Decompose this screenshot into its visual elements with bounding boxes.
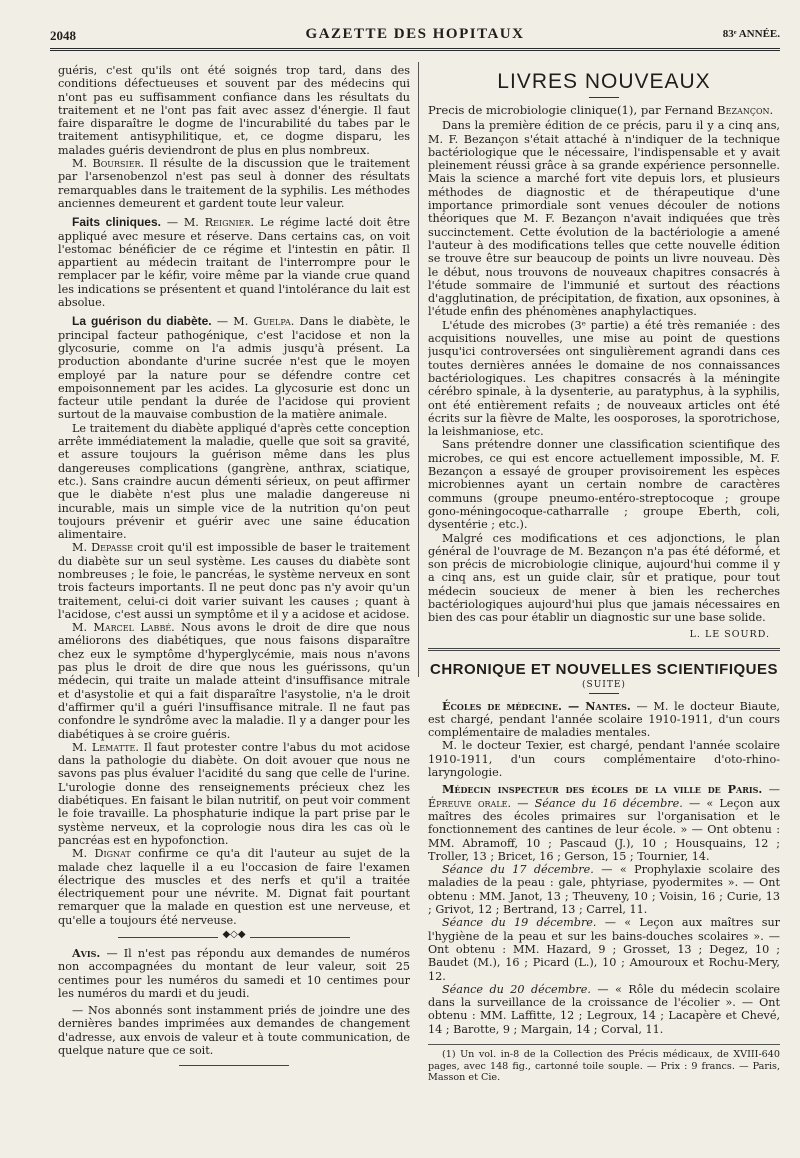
right-column (428, 64, 780, 1158)
speaker-name: M. Dignat (72, 847, 131, 861)
page-number: 2048 (50, 28, 76, 43)
paragraph-text: — « Rôle du médecin scolaire dans la surveillance de la croissance de l'écolier ». — Ont obtenu : MM. Laffitte, 12 ; Legroux, 14 ; Lacapère et Chevé, 14 ; Barotte, 9 ; Margain, 14 ; Corval, 11. (428, 982, 780, 1036)
paragraph-text: Dans le diabète, le principal facteur pathogénique, c'est l'acidose et non la glycosurie, comme on l'a admis jusqu'à présent. La production abondante d'urine sucrée n'est que le moyen employé par la nature pour se défendre contre cet empoisonnement par les acides. La glycosurie est donc un facteur utile pendant la durée de l'acidose qui provient surtout de la mauvaise combustion de la matière animale. (58, 315, 410, 422)
paragraph-text: confirme ce qu'a dit l'auteur au sujet de la malade chez laquelle il a eu l'occasion de faire l'examen électrique des muscles et des nerfs et qu'il a traitée électriquement pour une névrite. M. Dignat fait pourtant remarquer que la malade en question est une nerveuse, et qu'elle a toujours été nerveuse. (58, 847, 410, 927)
paragraph-text: Nous avons le droit de dire que nous améliorons des diabétiques, que nous faisons disparaître chez eux le symptôme d'hyperglycémie, mais nous n'avons pas plus le droit de dire que nous les guérissons, qu'un médecin, qui traite un malade atteint d'insuffisance mitrale et d'asystolie et qui a fait disparaître l'asystolie, n'a le droit d'affirmer qu'il a guéri l'insuffisance mitrale. Il ne faut pas confondre le syndrôme avec la maladie. Il y a danger pour les diabétiques à se croire guéris. (58, 621, 410, 741)
page-header (50, 24, 780, 46)
paragraph (58, 541, 410, 621)
speaker-name: M. Boursier. (72, 157, 145, 171)
paragraph (428, 983, 780, 1036)
paragraph (58, 847, 410, 927)
end-rule (179, 1065, 289, 1066)
paragraph (58, 315, 410, 421)
speaker-name: M. Marcel Labbé. (72, 621, 175, 635)
paragraph-text: Il résulte de la discussion que le traitement par l'arsenobenzol n'est pas seul à donner des résultats remarquables dans le traitement de la syphilis. Les méthodes anciennes demeurent et gardent toute leur valeur. (58, 157, 410, 210)
paragraph (428, 916, 780, 982)
book-reference (428, 104, 780, 117)
paragraph (58, 216, 410, 309)
dash: — M. (211, 315, 254, 329)
paragraph-text: — « Leçon aux maîtres des écoles primaires sur l'organisation et le fonctionnement des cantines de leur école. » — Ont obtenu : MM. Abramoff, 10 ; Pascaud (J.), 10 ; Housquains, 12 ; Troller, 13 ; Bricet, 16 ; Gerson, 15 ; Tournier, 14. (428, 796, 780, 863)
paragraph-text: — « Leçon aux maîtres sur l'hygiène de la peau et sur les bains-douches scolaires ». — Ont obtenu : MM. Hazard, 9 ; Grosset, 13 ; Degez, 10 ; Baudet (M.), 16 ; Picard (L.), 10 ; Amouroux et Rochu-Mery, 12. (428, 916, 780, 983)
news-label: Médecin inspecteur des écoles de la ville de Paris. (442, 782, 763, 797)
paragraph: L'étude des microbes (3ᵉ partie) a été très remaniée : des acquisitions nouvelles, une mise au point de questions jusqu'ici controversées ont singulièrement agrandi dans ces toutes dernières années le domaine de nos connaissances bactériologiques. Les chapitres consacrés à la méningite cérébro spinale, à la dysenterie, au paratyphus, à la syphilis, ont été entièrement refaits ; de nouveaux articles ont été écrits sur la fièvre de Malte, les oosporoses, la sporotrichose, la leishmaniose, etc. (428, 318, 780, 439)
paragraph (428, 783, 780, 863)
section-heading: Faits cliniques. (72, 215, 161, 230)
paragraph-text: croit qu'il est impossible de baser le traitement du diabète sur un seul système. Les causes du diabète sont nombreuses ; le foie, le pancréas, le système nerveux en sont trois facteurs importants. Il ne peut donc pas n'y avoir qu'un traitement, celui-ci doit varier suivant les causes ; quant à l'acidose, c'est aussi un symptôme et il y a acidose et acidose. (58, 541, 410, 621)
speaker-name: Reignier. (204, 216, 255, 230)
notice-paragraph (58, 947, 410, 1000)
paragraph-text: Le régime lacté doit être appliqué avec mesure et réserve. Dans certains cas, on voit l'estomac bénéficier de ce régime et l'intestin en pâtir. Il appartient au médecin traitant de l'interrompre pour le remplacer par le kéfir, voire même par la viande crue quand les indications se présentent et quand l'intolérance du lait est absolue. (58, 216, 410, 310)
journal-title: GAZETTE DES HOPITAUX (305, 26, 525, 42)
dash: — (511, 796, 535, 810)
speaker-name: M. Lematte. (72, 740, 139, 754)
review-signature: L. LE SOURD. (689, 628, 770, 640)
news-label: Écoles de médecine. — Nantes. (442, 698, 631, 713)
footnote (428, 1044, 780, 1084)
session-date: Séance du 16 décembre. (534, 796, 683, 810)
year-label: 83ᵉ ANNÉE. (722, 28, 780, 40)
paragraph (58, 157, 410, 210)
paragraph-text: Il faut protester contre l'abus du mot acidose dans la pathologie du diabète. On doit avouer que nous ne savons pas plus évaluer l'acidité du sang que celle de l'urine. L'urologie donne des renseignements précieux chez les diabétiques. En faisant le bilan nutritif, on peut voir comment le foie travaille. La phosphaturie indique la part prise par le système nerveux, et la coprologie nous dira les cas où le pancréas est en hypofonction. (58, 740, 410, 847)
paragraph: Dans la première édition de ce précis, paru il y a cinq ans, M. F. Bezançon s'était attaché à n'indiquer de la technique bactériologique que le nécessaire, l'indispensable et y avait pleinement réussi grâce à sa grande expérience personnelle. Mais la science a marché fort vite depuis lors, et plusieurs méthodes de diagnostic et de thérapeutique d'une importance primordiale sont venues découler de notions théoriques que M. F. Bezançon n'avait indiquées que très succinctement. Cette évolution de la bactériologie a amené l'auteur à des modifications telles que cette nouvelle édition se trouve être sur beaucoup de points un livre nouveau. Dès le début, nous trouvons de nouveaux chapitres consacrés à l'étude sommaire de l'immunié et surtout des réactions d'agglutination, de précipitation, de fixation, aux opsonines, à l'étude enfin des phénomènes anaphylactiques. (428, 119, 780, 319)
session-date: Séance du 20 décembre. (442, 982, 591, 996)
paragraph (428, 700, 780, 740)
book-author: Bezançon. (717, 103, 774, 117)
exam-label: Épreuve orale. (428, 796, 512, 810)
section-heading: La guérison du diabète. (72, 314, 212, 329)
ornament-separator (58, 931, 410, 943)
paragraph: Sans prétendre donner une classification scientifique des microbes, ce qui est encore actuellement impossible, M. F. Bezançon a essayé de grouper provisoirement les espèces microbiennes ayant un certain nombre de caractères communs (groupe pneumo-entéro-streptocoque ; groupe gono-méningocoque-catharralle ; groupe Eberth, coli, dysentérie ; etc.). (428, 438, 780, 532)
ornament-glyph: ◆◇◆ (218, 929, 249, 940)
session-date: Séance du 17 décembre. (442, 863, 594, 877)
title-rule (589, 97, 619, 98)
paragraph-text: — « Prophylaxie scolaire des maladies de la peau : gale, phtyriase, pyodermites ». — Ont obtenu : MM. Janot, 13 ; Theuveny, 10 ; Voisin, 16 ; Curie, 13 ; Grivot, 12 ; Bertrand, 13 ; Carrel, 11. (428, 863, 780, 917)
paragraph: Le traitement du diabète appliqué d'après cette conception arrête immédiatement la maladie, quelle que soit sa gravité, et assure toujours la guérison même dans les plus dangereuses complications (gangrène, anthrax, sciatique, etc.). Sans craindre aucun démenti sérieux, on peut affirmer que le diabète n'est plus une maladie dangereuse ni incurable, mais un simple vice de la nutrition qu'on peut toujours prévenir et guérir avec une saine éducation alimentaire. (58, 421, 410, 542)
section-subtitle: (SUITE) (582, 679, 626, 690)
header-rule (50, 48, 780, 51)
paragraph-text: — M. le docteur Biaute, est chargé, pendant l'année scolaire 1910-1911, d'un cours complémentaire de maladies mentales. (428, 699, 780, 740)
book-title: Precis de microbiologie clinique(1), par Fernand (428, 103, 718, 117)
speaker-name: Guelpa. (253, 315, 295, 329)
paragraph (58, 741, 410, 847)
left-column (58, 64, 410, 1158)
paragraph (58, 621, 410, 741)
speaker-name: M. Depasse (72, 541, 134, 555)
paragraph: M. le docteur Texier, est chargé, pendant l'année scolaire 1910-1911, d'un cours complémentaire d'oto-rhino-laryngologie. (428, 739, 780, 780)
dash: — (762, 783, 780, 797)
section-rule (428, 648, 780, 651)
paragraph: guéris, c'est qu'ils ont été soignés trop tard, dans des conditions défectueuses et souvent par des médecins qui n'ont pas eu suffisamment confiance dans les résultats du traitement et ne l'ont pas fait avec assez d'énergie. Il faut faire disparaître le dogme de l'incurabilité du tabes par le traitement antisyphilitique, et, ce dogme disparu, les malades guéris deviendront de plus en plus nombreux. (58, 64, 410, 157)
paragraph (428, 863, 780, 916)
paragraph: Malgré ces modifications et ces adjonctions, le plan général de l'ouvrage de M. Bezançon n'a pas été déformé, et son précis de microbiologie clinique, aujourd'hui comme il y a cinq ans, est un guide clair, sûr et pratique, pour tout médecin soucieux de mener à bien les recherches bactériologiques aujourd'hui plus que jamais nécessaires en bien des cas pour établir un diagnostic sur une base solide. (428, 531, 780, 625)
dash: — M. (160, 216, 205, 230)
notice-paragraph: — Nos abonnés sont instamment priés de joindre une des dernières bandes imprimées aux demandes de changement d'adresse, aux envois de valeur et à toute communication, de quelque nature que ce soit. (58, 1004, 410, 1058)
session-date: Séance du 19 décembre. (442, 916, 597, 930)
notice-text: — Il n'est pas répondu aux demandes de numéros non accompagnées du montant de leur valeur, soit 25 centimes pour les numéros du samedi et 10 centimes pour les numéros du mardi et du jeudi. (58, 947, 410, 1000)
notice-label: Avis. (72, 946, 101, 960)
title-rule (589, 693, 619, 694)
column-divider (418, 62, 419, 677)
section-title-chronique: CHRONIQUE ET NOUVELLES SCIENTIFIQUES (429, 660, 779, 678)
section-title-livres: LIVRES NOUVEAUX (497, 70, 711, 93)
footnote-text: (1) Un vol. in-8 de la Collection des Précis médicaux, de XVIII-640 pages, avec 148 fig., cartonné toile souple. — Prix : 9 francs. — Paris, Masson et Cie. (428, 1049, 780, 1083)
